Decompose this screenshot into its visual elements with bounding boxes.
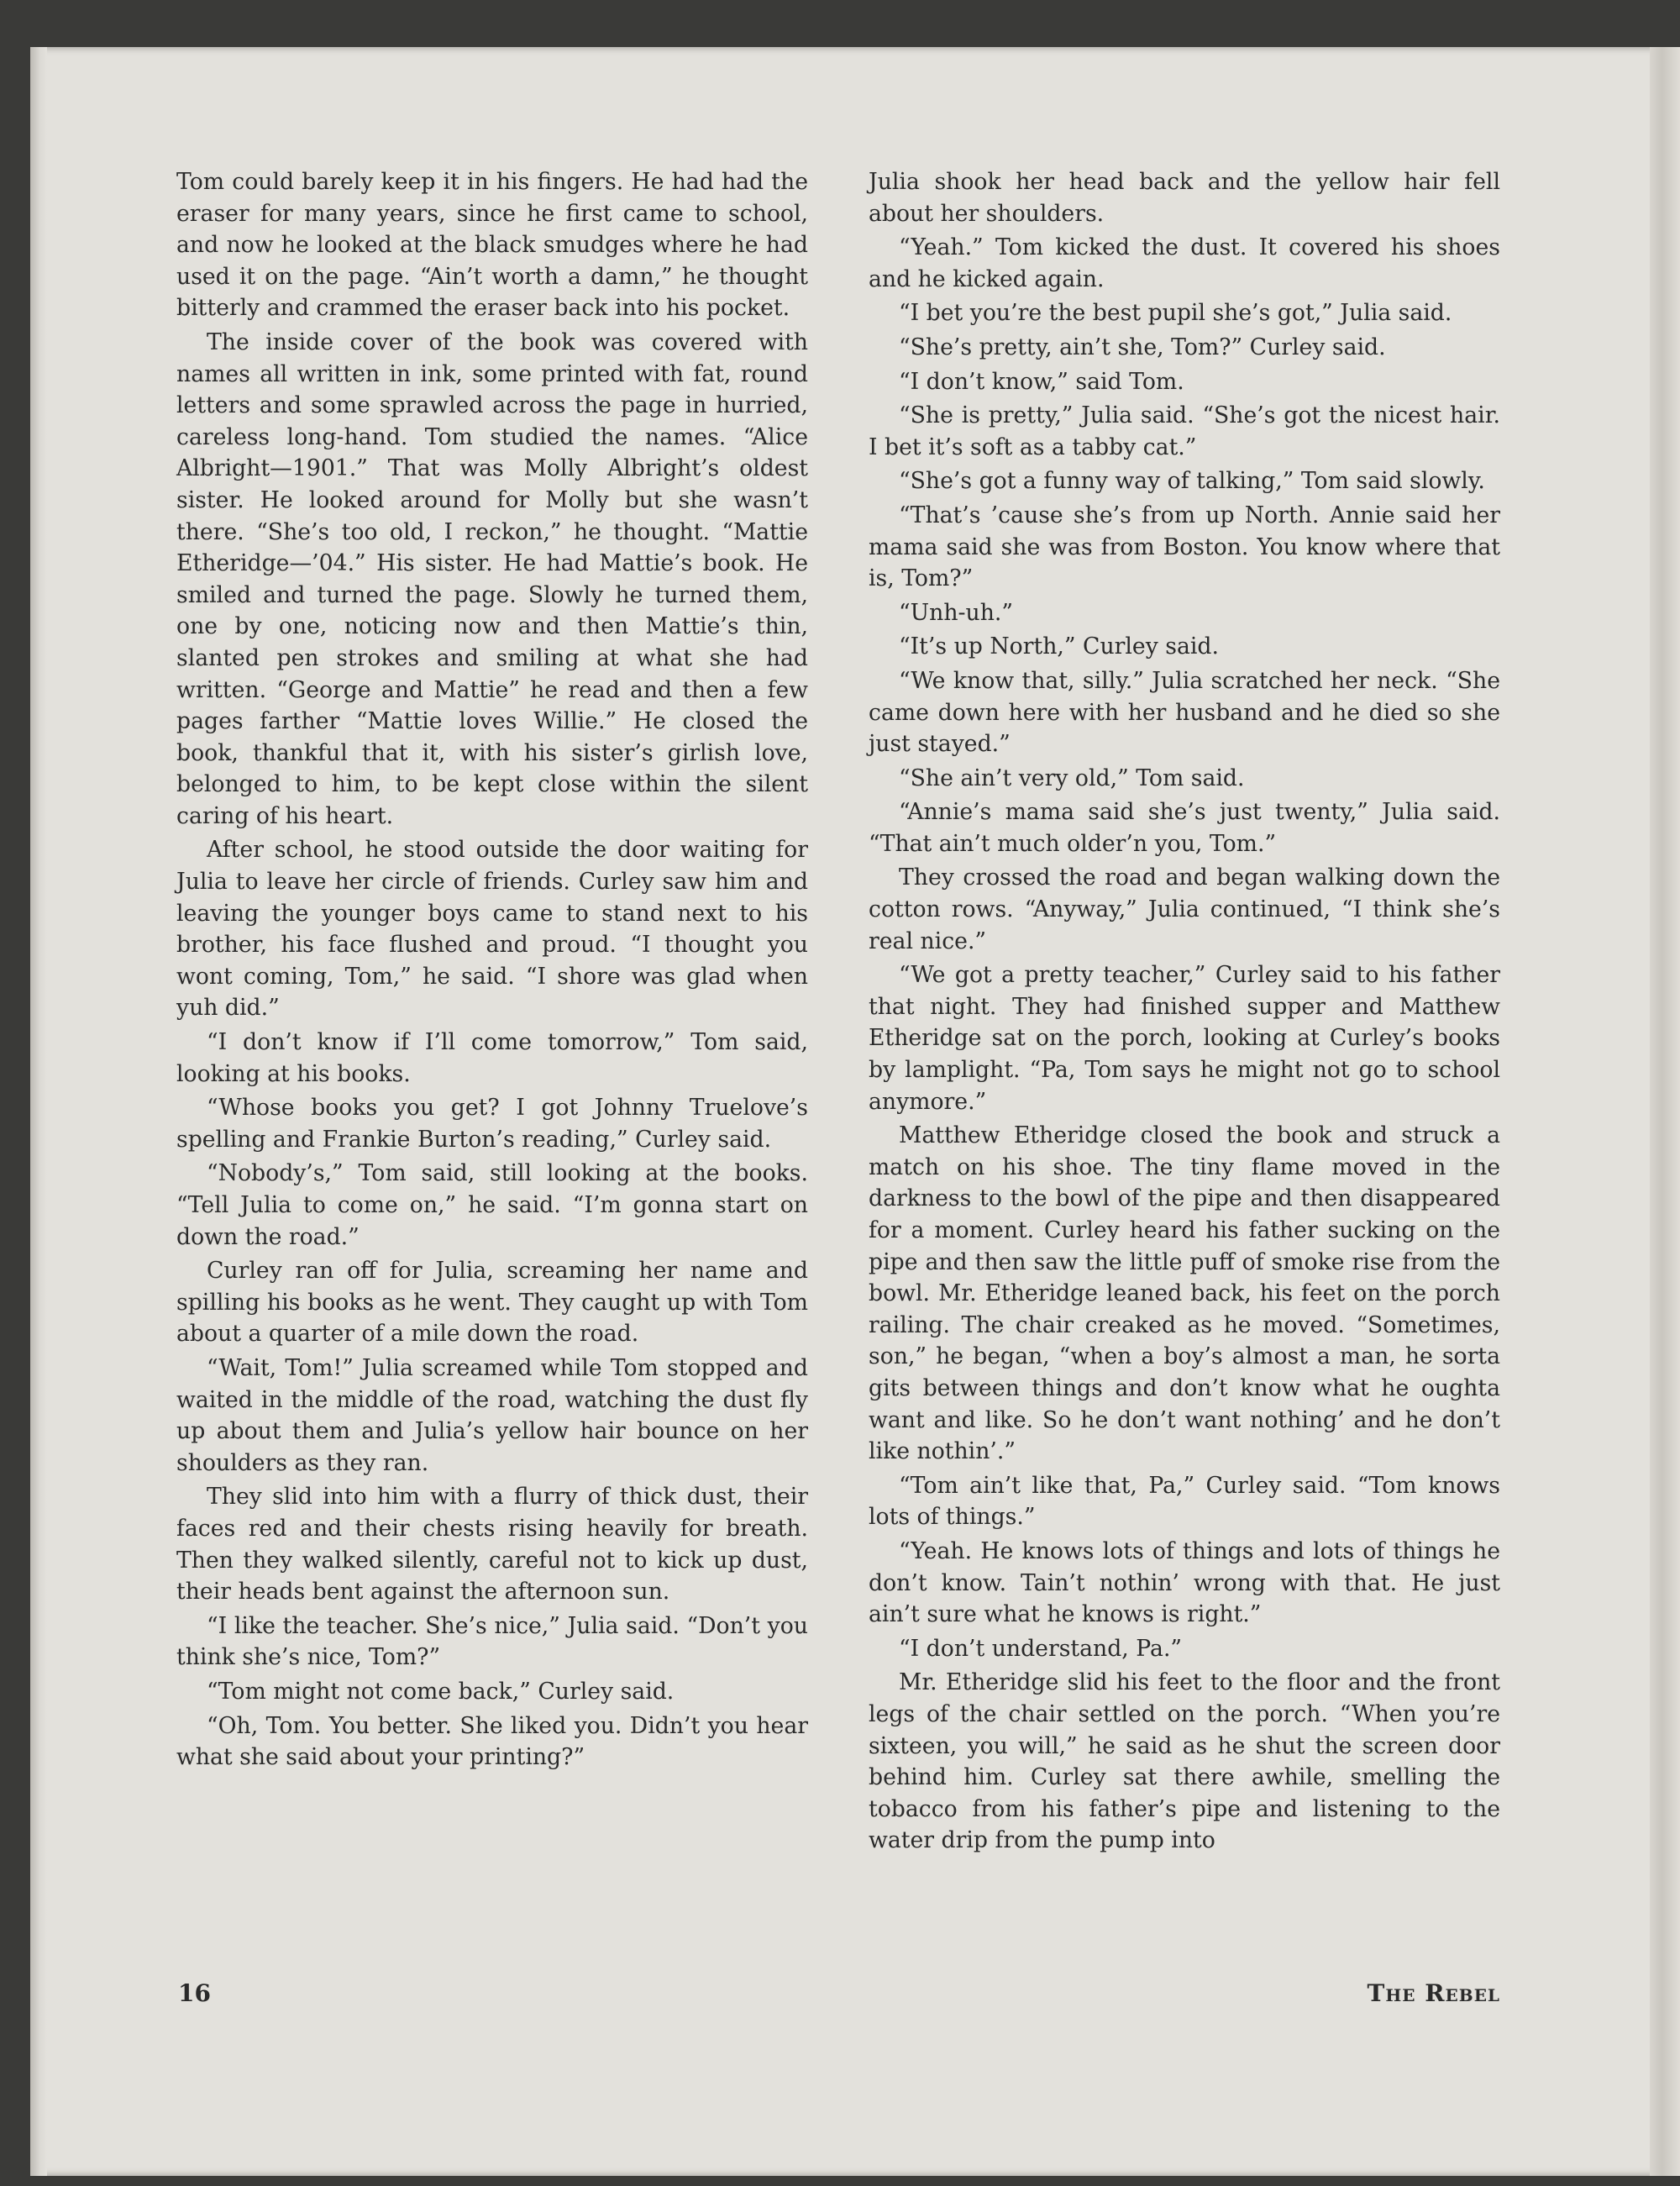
paragraph: “Tom ain’t like that, Pa,” Curley said. “Tom knows lots of things.”	[869, 1472, 1500, 1531]
paragraph: The inside cover of the book was covered with names all written in ink, some printed with fat, round letters and some sprawled across the page in hurried, careless long-hand. Tom studied the names. “Alice Albright—1901.” That was Molly Albright’s oldest sister. He looked around for Molly but she wasn’t there. “She’s too old, I reckon,” he thought. “Mattie Etheridge—’04.” His sister. He had Mattie’s book. He smiled and turned the page. Slowly he turned them, one by one, noticing now and then Mattie’s thin, slanted pen strokes and smiling at what she had written. “George and Mattie” he read and then a few pages farther “Mattie loves Willie.” He closed the book, thankful that it, with his sister’s girlish love, belonged to him, to be kept close within the silent caring of his heart.	[176, 328, 808, 829]
paragraph: Julia shook her head back and the yellow hair fell about her shoulders.	[869, 169, 1500, 227]
paragraph: “She’s pretty, ain’t she, Tom?” Curley said.	[899, 334, 1386, 360]
right-column	[869, 166, 1500, 1859]
book-spine-edge	[30, 47, 47, 2176]
paragraph: Curley ran off for Julia, screaming her name and spilling his books as he went. They caught up with Tom about a quarter of a mile down the road.	[176, 1258, 808, 1348]
paragraph: “She ain’t very old,” Tom said.	[899, 765, 1245, 791]
paragraph: “Unh-uh.”	[899, 599, 1014, 626]
paragraph: “Whose books you get? I got Johnny Truelove’s spelling and Frankie Burton’s reading,” Curley said.	[176, 1095, 808, 1153]
paragraph: “I don’t understand, Pa.”	[899, 1635, 1183, 1662]
paragraph: “Tom might not come back,” Curley said.	[207, 1678, 675, 1705]
left-column	[176, 166, 808, 1776]
paragraph: “Nobody’s,” Tom said, still looking at the books. “Tell Julia to come on,” he said. “I’m gonna start on down the road.”	[176, 1160, 808, 1250]
paragraph: After school, he stood outside the door waiting for Julia to leave her circle of friends. Curley saw him and leaving the younger boys came to stand next to his brother, his face flushed and proud. “I thought you wont coming, Tom,” he said. “I shore was glad when yuh did.”	[176, 837, 808, 1022]
paragraph: Tom could barely keep it in his fingers. He had had the eraser for many years, since he first came to school, and now he looked at the black smudges where he had used it on the page. “Ain’t worth a damn,” he thought bitterly and crammed the eraser back into his pocket.	[176, 169, 808, 322]
paragraph: “Annie’s mama said she’s just twenty,” Julia said. “That ain’t much older’n you, Tom.”	[869, 799, 1500, 857]
paragraph: “I bet you’re the best pupil she’s got,” Julia said.	[899, 300, 1452, 327]
paragraph: “It’s up North,” Curley said.	[899, 633, 1219, 660]
page-number: 16	[178, 1979, 211, 2007]
page-right-edge	[1650, 47, 1680, 2176]
paragraph: Matthew Etheridge closed the book and struck a match on his shoe. The tiny flame moved in the darkness to the bowl of the pipe and then disappeared for a moment. Curley heard his father sucking on the pipe and then saw the little puff of smoke rise from the bowl. Mr. Etheridge leaned back, his feet on the porch railing. The chair creaked as he moved. “Sometimes, son,” he began, “when a boy’s almost a man, he sorta gits between things and don’t know what he oughta want and like. So he don’t want nothing’ and he don’t like nothin’.”	[869, 1122, 1500, 1465]
paragraph: “That’s ’cause she’s from up North. Annie said her mama said she was from Boston. You know where that is, Tom?”	[869, 502, 1500, 592]
paragraph: They slid into him with a flurry of thick dust, their faces red and their chests rising heavily for breath. Then they walked silently, careful not to kick up dust, their heads bent against the afternoon sun.	[176, 1484, 808, 1605]
paragraph: “I like the teacher. She’s nice,” Julia said. “Don’t you think she’s nice, Tom?”	[176, 1612, 808, 1671]
paragraph: Mr. Etheridge slid his feet to the floor and the front legs of the chair settled on the porch. “When you’re sixteen, you will,” he said as he shut the screen door behind him. Curley sat there awhile, smelling the tobacco from his father’s pipe and listening to the water drip from the pump into	[869, 1669, 1500, 1854]
paragraph: “We got a pretty teacher,” Curley said to his father that night. They had finished supper and Matthew Etheridge sat on the porch, looking at Curley’s books by lamplight. “Pa, Tom says he might not go to school anymore.”	[869, 962, 1500, 1115]
paragraph: “We know that, silly.” Julia scratched her neck. “She came down here with her husband and he died so she just stayed.”	[869, 667, 1500, 758]
paragraph: “Wait, Tom!” Julia screamed while Tom stopped and waited in the middle of the road, watching the dust fly up about them and Julia’s yellow hair bounce on her shoulders as they ran.	[176, 1354, 808, 1476]
paragraph: “Yeah.” Tom kicked the dust. It covered his shoes and he kicked again.	[869, 234, 1500, 292]
paragraph: They crossed the road and began walking down the cotton rows. “Anyway,” Julia continued, “I think she’s real nice.”	[869, 864, 1500, 954]
paragraph: “She is pretty,” Julia said. “She’s got the nicest hair. I bet it’s soft as a tabby cat.”	[869, 402, 1500, 460]
paragraph: “I don’t know if I’ll come tomorrow,” Tom said, looking at his books.	[176, 1029, 808, 1087]
paragraph: “Yeah. He knows lots of things and lots of things he don’t know. Tain’t nothin’ wrong with that. He just ain’t sure what he knows is right.”	[869, 1537, 1500, 1628]
running-title: The Rebel	[1367, 1979, 1500, 2007]
paragraph: “I don’t know,” said Tom.	[899, 368, 1184, 395]
paragraph: “Oh, Tom. You better. She liked you. Didn’t you hear what she said about your printing?”	[176, 1712, 808, 1771]
paragraph: “She’s got a funny way of talking,” Tom said slowly.	[899, 468, 1485, 495]
